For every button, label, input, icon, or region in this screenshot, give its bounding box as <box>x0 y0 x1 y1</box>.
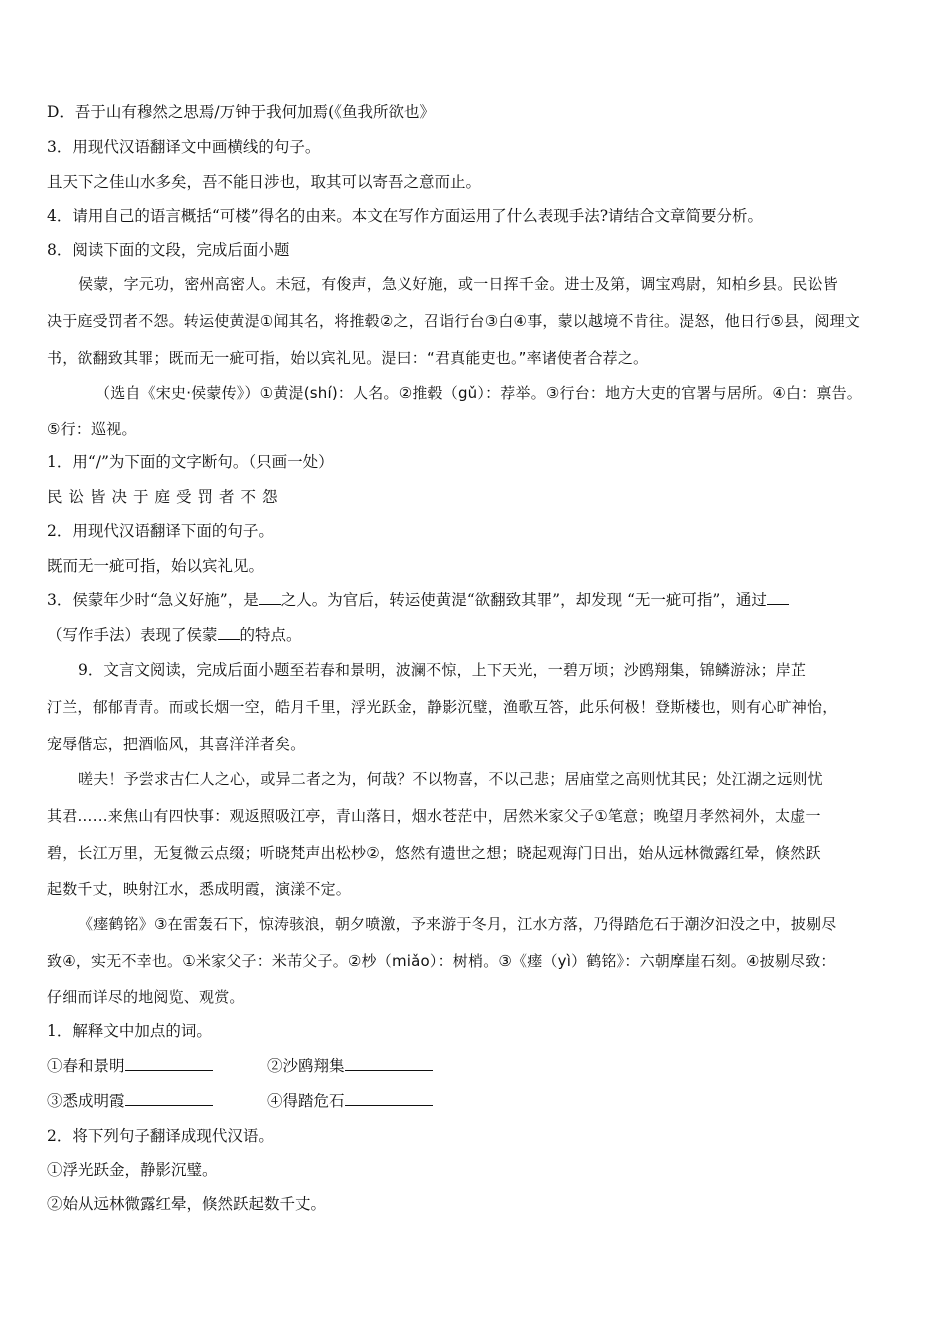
passage-9-line: 《瘗鹤铭》③在雷轰石下，惊涛骇浪，朝夕喷激，予来游于冬月，江水方落，乃得踏危石于潮汐汩没之中，披剔尽 <box>78 915 837 933</box>
passage-8-notes: ⑤行：巡视。 <box>47 420 137 438</box>
question-3-fill: 3．侯蒙年少时“急义好施”，是 之人。为官后，转运使黄湜“欲翻致其罪”，却发现 “无一疵可指”，通过 <box>47 590 930 610</box>
passage-9-line: 碧，长江万里，无复微云点缀；听晓梵声出松杪②，悠然有遗世之想；晓起观海门日出，始从远林微露红晕，倏然跃 <box>47 844 821 862</box>
passage-9-line: 汀兰，郁郁青青。而或长烟一空，皓月千里，浮光跃金，静影沉璧，渔歌互答，此乐何极！登斯楼也，则有心旷神怡， <box>47 698 838 716</box>
sentence-to-translate: 既而无一疵可指，始以宾礼见。 <box>47 557 265 575</box>
question-4: 4．请用自己的语言概括“可楼”得名的由来。本文在写作方面运用了什么表现手法?请结合文章简要分析。 <box>47 207 764 225</box>
question-2-translate: 2．用现代汉语翻译下面的句子。 <box>47 522 274 540</box>
answer-blank[interactable] <box>125 1056 213 1071</box>
question-3-fill-cont: （写作手法）表现了侯蒙 的特点。 <box>47 626 302 644</box>
passage-9-notes: 致④，实无不幸也。①米家父子：米芾父子。②杪（miǎo）：树梢。③《瘗（yì）鹤铭》：六朝摩崖石刻。④披剔尽致： <box>47 952 836 970</box>
question-1-explain: 1．解释文中加点的词。 <box>47 1022 212 1040</box>
explain-row: ③悉成明霞 ④得踏危石 <box>47 1091 930 1111</box>
sentence-to-translate: 且天下之佳山水多矣，吾不能日涉也，取其可以寄吾之意而止。 <box>47 173 482 191</box>
answer-blank[interactable] <box>259 590 281 605</box>
answer-blank[interactable] <box>345 1056 433 1071</box>
answer-blank[interactable] <box>125 1091 213 1106</box>
sentence-to-translate: ②始从远林微露红晕，倏然跃起数千丈。 <box>47 1195 327 1213</box>
passage-8-line: 书，欲翻致其罪；既而无一疵可指，始以宾礼见。湜曰：“君真能吏也。”率诸使者合荐之。 <box>47 349 649 367</box>
question-1-punctuate: 1．用“/”为下面的文字断句。（只画一处） <box>47 453 334 471</box>
passage-8-notes: （选自《宋史·侯蒙传》）①黄湜(shí)：人名。②推毂（gǔ）：荐举。③行台：地方大吏的官署与居所。④白：禀告。 <box>95 384 862 402</box>
question-3-translate: 3．用现代汉语翻译文中画横线的句子。 <box>47 138 321 156</box>
passage-9-line: 宠辱偕忘，把酒临风，其喜洋洋者矣。 <box>47 735 306 753</box>
answer-blank[interactable] <box>218 625 240 640</box>
passage-9-line: 其君……来焦山有四快事：观返照吸江亭，青山落日，烟水苍茫中，居然米家父子①笔意；晚望月孝然祠外，太虚一 <box>47 807 821 825</box>
section-8-heading: 8．阅读下面的文段，完成后面小题 <box>47 241 290 259</box>
passage-8-line: 侯蒙，字元功，密州高密人。未冠，有俊声，急义好施，或一日挥千金。进士及第，调宝鸡尉，知柏乡县。民讼皆 <box>78 275 839 293</box>
section-9-heading: 9．文言文阅读，完成后面小题至若春和景明，波澜不惊，上下天光，一碧万顷；沙鸥翔集，锦鳞游泳；岸芷 <box>78 661 807 679</box>
passage-9-notes: 仔细而详尽的地阅览、观赏。 <box>47 988 245 1006</box>
option-d: D．吾于山有穆然之思焉/万钟于我何加焉(《鱼我所欲也》 <box>47 103 435 121</box>
explain-row: ①春和景明 ②沙鸥翔集 <box>47 1056 930 1076</box>
answer-blank[interactable] <box>767 590 789 605</box>
passage-8-line: 决于庭受罚者不怨。转运使黄湜①闻其名，将推毂②之，召诣行台③白④事，蒙以越境不肯往。湜怒，他日行⑤县，阅理文 <box>47 312 861 330</box>
passage-9-line: 起数千丈，映射江水，悉成明霞，演漾不定。 <box>47 880 352 898</box>
sentence-to-translate: ①浮光跃金，静影沉璧。 <box>47 1161 218 1179</box>
punctuate-text: 民讼皆决于庭受罚者不怨 <box>47 488 284 506</box>
answer-blank[interactable] <box>345 1091 433 1106</box>
question-2-translate: 2．将下列句子翻译成现代汉语。 <box>47 1127 274 1145</box>
passage-9-line: 嗟夫！予尝求古仁人之心，或异二者之为，何哉？不以物喜，不以己悲；居庙堂之高则忧其民；处江湖之远则忧 <box>78 770 823 788</box>
